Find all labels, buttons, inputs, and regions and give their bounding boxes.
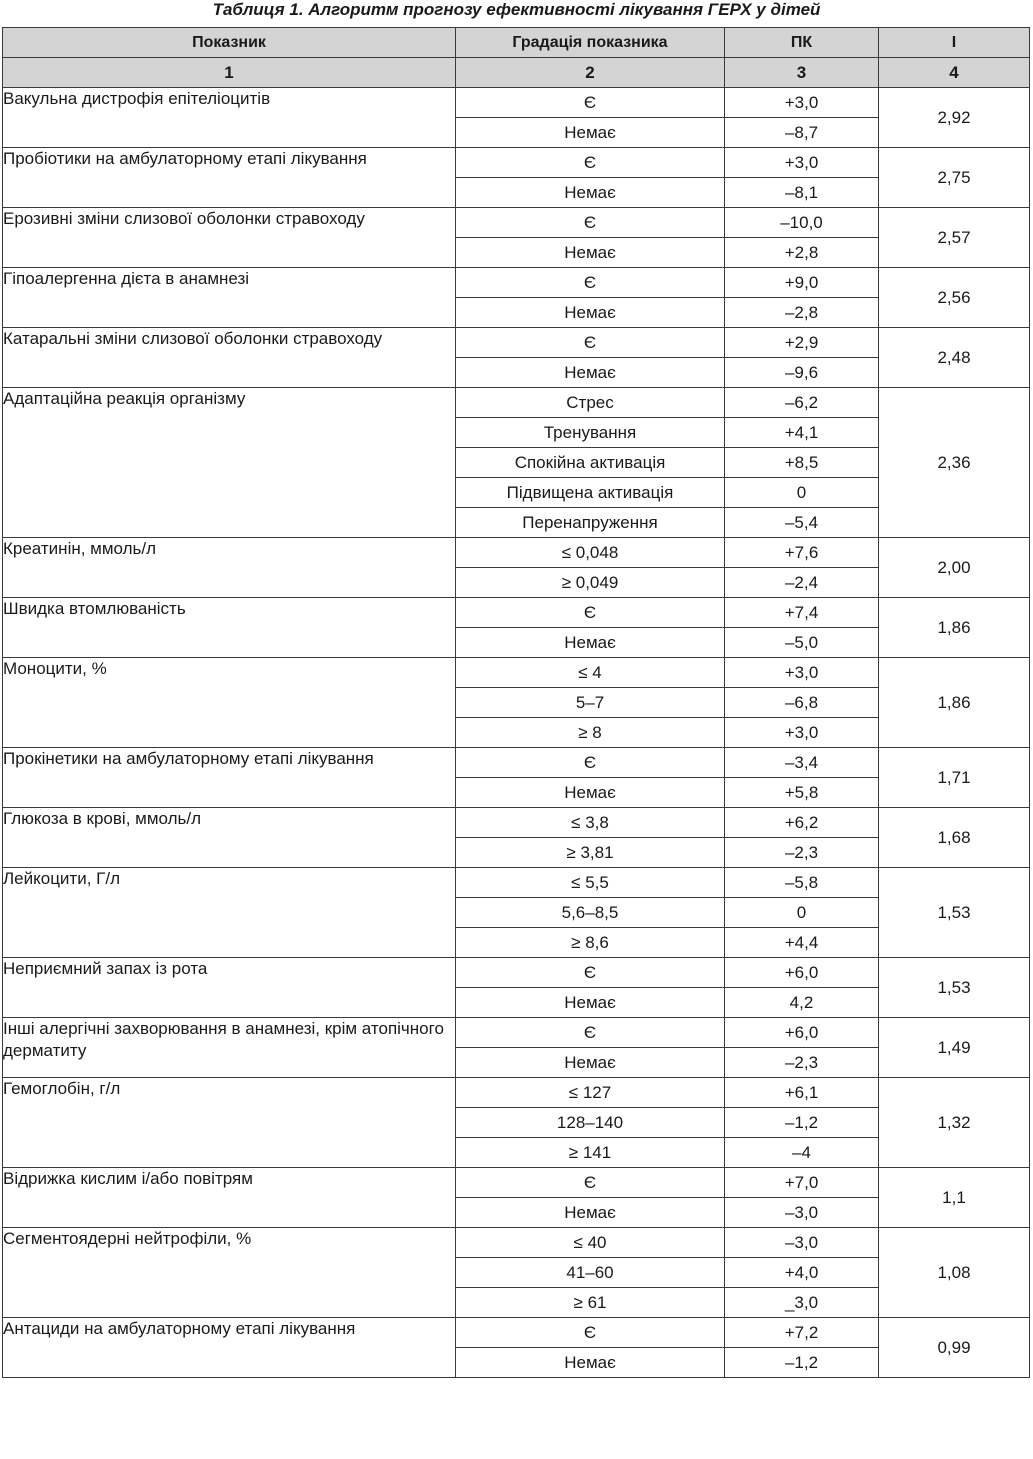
- pk-cell: –2,3: [725, 838, 879, 868]
- gradation-cell: Є: [456, 1018, 725, 1048]
- gradation-cell: Перенапруження: [456, 508, 725, 538]
- table-body: [3, 88, 1030, 1378]
- indicator-cell: Сегментоядерні нейтрофіли, %: [3, 1228, 456, 1318]
- gradation-cell: Є: [456, 268, 725, 298]
- pk-cell: +6,1: [725, 1078, 879, 1108]
- gradation-cell: Є: [456, 748, 725, 778]
- gradation-cell: ≤ 4: [456, 658, 725, 688]
- gradation-cell: ≤ 40: [456, 1228, 725, 1258]
- pk-cell: +6,2: [725, 808, 879, 838]
- gradation-cell: ≥ 0,049: [456, 568, 725, 598]
- gradation-cell: Немає: [456, 358, 725, 388]
- gradation-cell: 41–60: [456, 1258, 725, 1288]
- i-value-cell: 1,32: [879, 1078, 1030, 1168]
- pk-cell: +7,2: [725, 1318, 879, 1348]
- indicator-cell: Креатинін, ммоль/л: [3, 538, 456, 598]
- gradation-cell: Є: [456, 598, 725, 628]
- pk-cell: +5,8: [725, 778, 879, 808]
- gradation-cell: ≥ 141: [456, 1138, 725, 1168]
- pk-cell: –3,0: [725, 1228, 879, 1258]
- i-value-cell: 1,68: [879, 808, 1030, 868]
- pk-cell: +7,6: [725, 538, 879, 568]
- pk-cell: –1,2: [725, 1348, 879, 1378]
- gradation-cell: Немає: [456, 178, 725, 208]
- indicator-cell: Гемоглобін, г/л: [3, 1078, 456, 1168]
- indicator-cell: Пробіотики на амбулаторному етапі лікування: [3, 148, 456, 208]
- gradation-cell: Підвищена активація: [456, 478, 725, 508]
- pk-cell: +3,0: [725, 658, 879, 688]
- pk-cell: –3,4: [725, 748, 879, 778]
- gradation-cell: Немає: [456, 1048, 725, 1078]
- gradation-cell: ≥ 8: [456, 718, 725, 748]
- pk-cell: +7,0: [725, 1168, 879, 1198]
- pk-cell: +6,0: [725, 1018, 879, 1048]
- table-row: [3, 658, 1030, 688]
- gradation-cell: ≤ 127: [456, 1078, 725, 1108]
- pk-cell: –2,8: [725, 298, 879, 328]
- indicator-cell: Катаральні зміни слизової оболонки стравоходу: [3, 328, 456, 388]
- table-row: [3, 328, 1030, 358]
- pk-cell: –1,2: [725, 1108, 879, 1138]
- table-row: [3, 748, 1030, 778]
- indicator-cell: Лейкоцити, Г/л: [3, 868, 456, 958]
- pk-cell: +3,0: [725, 148, 879, 178]
- i-value-cell: 1,53: [879, 958, 1030, 1018]
- i-value-cell: 1,1: [879, 1168, 1030, 1228]
- pk-cell: +4,1: [725, 418, 879, 448]
- pk-cell: +6,0: [725, 958, 879, 988]
- pk-cell: –5,8: [725, 868, 879, 898]
- gradation-cell: Тренування: [456, 418, 725, 448]
- indicator-cell: Інші алергічні захворювання в анамнезі, крім атопічного дерматиту: [3, 1018, 456, 1078]
- pk-cell: +7,4: [725, 598, 879, 628]
- table-row: [3, 268, 1030, 298]
- table-row: [3, 1018, 1030, 1048]
- pk-cell: –4: [725, 1138, 879, 1168]
- table-caption: Таблиця 1. Алгоритм прогнозу ефективності лікування ГЕРХ у дітей: [212, 0, 821, 19]
- pk-cell: +2,8: [725, 238, 879, 268]
- pk-cell: _3,0: [725, 1288, 879, 1318]
- pk-cell: +8,5: [725, 448, 879, 478]
- indicator-cell: Ерозивні зміни слизової оболонки стравоходу: [3, 208, 456, 268]
- table-row: [3, 598, 1030, 628]
- gradation-cell: ≥ 3,81: [456, 838, 725, 868]
- indicator-cell: Глюкоза в крові, ммоль/л: [3, 808, 456, 868]
- pk-cell: +9,0: [725, 268, 879, 298]
- header-row: [3, 28, 1030, 58]
- column-number: 4: [879, 58, 1030, 88]
- indicator-cell: Прокінетики на амбулаторному етапі лікування: [3, 748, 456, 808]
- i-value-cell: 2,36: [879, 388, 1030, 538]
- column-number: 2: [456, 58, 725, 88]
- gradation-cell: 5,6–8,5: [456, 898, 725, 928]
- header-i: I: [879, 28, 1030, 58]
- pk-cell: +4,4: [725, 928, 879, 958]
- i-value-cell: 1,86: [879, 658, 1030, 748]
- indicator-cell: Антациди на амбулаторному етапі лікування: [3, 1318, 456, 1378]
- table-row: [3, 1168, 1030, 1198]
- indicator-cell: Моноцити, %: [3, 658, 456, 748]
- gradation-cell: Немає: [456, 1348, 725, 1378]
- gradation-cell: ≤ 5,5: [456, 868, 725, 898]
- pk-cell: +3,0: [725, 88, 879, 118]
- indicator-cell: Вакульна дистрофія епітеліоцитів: [3, 88, 456, 148]
- table-row: [3, 88, 1030, 118]
- pk-cell: –5,0: [725, 628, 879, 658]
- i-value-cell: 2,92: [879, 88, 1030, 148]
- i-value-cell: 1,08: [879, 1228, 1030, 1318]
- i-value-cell: 1,86: [879, 598, 1030, 658]
- gradation-cell: Немає: [456, 628, 725, 658]
- indicator-cell: Відрижка кислим і/або повітрям: [3, 1168, 456, 1228]
- pk-cell: 4,2: [725, 988, 879, 1018]
- pk-cell: 0: [725, 478, 879, 508]
- gradation-cell: Є: [456, 958, 725, 988]
- gradation-cell: ≤ 3,8: [456, 808, 725, 838]
- gradation-cell: Є: [456, 208, 725, 238]
- table-row: [3, 388, 1030, 418]
- table-row: [3, 1228, 1030, 1258]
- column-number: 1: [3, 58, 456, 88]
- gradation-cell: Немає: [456, 778, 725, 808]
- i-value-cell: 1,53: [879, 868, 1030, 958]
- i-value-cell: 2,48: [879, 328, 1030, 388]
- i-value-cell: 2,56: [879, 268, 1030, 328]
- gradation-cell: 5–7: [456, 688, 725, 718]
- pk-cell: –5,4: [725, 508, 879, 538]
- gradation-cell: Є: [456, 328, 725, 358]
- gradation-cell: Є: [456, 88, 725, 118]
- pk-cell: –9,6: [725, 358, 879, 388]
- header-pk: ПК: [725, 28, 879, 58]
- i-value-cell: 2,75: [879, 148, 1030, 208]
- pk-cell: –2,4: [725, 568, 879, 598]
- gradation-cell: 128–140: [456, 1108, 725, 1138]
- gradation-cell: Немає: [456, 238, 725, 268]
- indicator-cell: Гіпоалергенна дієта в анамнезі: [3, 268, 456, 328]
- gradation-cell: Спокійна активація: [456, 448, 725, 478]
- pk-cell: –10,0: [725, 208, 879, 238]
- header-indicator: Показник: [3, 28, 456, 58]
- i-value-cell: 1,49: [879, 1018, 1030, 1078]
- pk-cell: –6,8: [725, 688, 879, 718]
- table-row: [3, 148, 1030, 178]
- gradation-cell: Є: [456, 1168, 725, 1198]
- table-row: [3, 868, 1030, 898]
- pk-cell: –8,1: [725, 178, 879, 208]
- pk-cell: –6,2: [725, 388, 879, 418]
- gradation-cell: ≥ 61: [456, 1288, 725, 1318]
- gradation-cell: Стрес: [456, 388, 725, 418]
- table-row: [3, 808, 1030, 838]
- pk-cell: +4,0: [725, 1258, 879, 1288]
- table-row: [3, 538, 1030, 568]
- pk-cell: +3,0: [725, 718, 879, 748]
- column-number: 3: [725, 58, 879, 88]
- gradation-cell: Немає: [456, 118, 725, 148]
- prognosis-table: [2, 27, 1030, 1378]
- gradation-cell: ≥ 8,6: [456, 928, 725, 958]
- table-row: [3, 1318, 1030, 1348]
- gradation-cell: Немає: [456, 1198, 725, 1228]
- header-gradation: Градація показника: [456, 28, 725, 58]
- pk-cell: –2,3: [725, 1048, 879, 1078]
- indicator-cell: Швидка втомлюваність: [3, 598, 456, 658]
- i-value-cell: 2,00: [879, 538, 1030, 598]
- gradation-cell: Є: [456, 148, 725, 178]
- indicator-cell: Неприємний запах із рота: [3, 958, 456, 1018]
- indicator-cell: Адаптаційна реакція організму: [3, 388, 456, 538]
- i-value-cell: 0,99: [879, 1318, 1030, 1378]
- pk-cell: –8,7: [725, 118, 879, 148]
- table-row: [3, 1078, 1030, 1108]
- gradation-cell: Немає: [456, 988, 725, 1018]
- pk-cell: +2,9: [725, 328, 879, 358]
- gradation-cell: ≤ 0,048: [456, 538, 725, 568]
- i-value-cell: 2,57: [879, 208, 1030, 268]
- i-value-cell: 1,71: [879, 748, 1030, 808]
- gradation-cell: Немає: [456, 298, 725, 328]
- gradation-cell: Є: [456, 1318, 725, 1348]
- table-row: [3, 208, 1030, 238]
- column-number-row: [3, 58, 1030, 88]
- table-row: [3, 958, 1030, 988]
- pk-cell: 0: [725, 898, 879, 928]
- pk-cell: –3,0: [725, 1198, 879, 1228]
